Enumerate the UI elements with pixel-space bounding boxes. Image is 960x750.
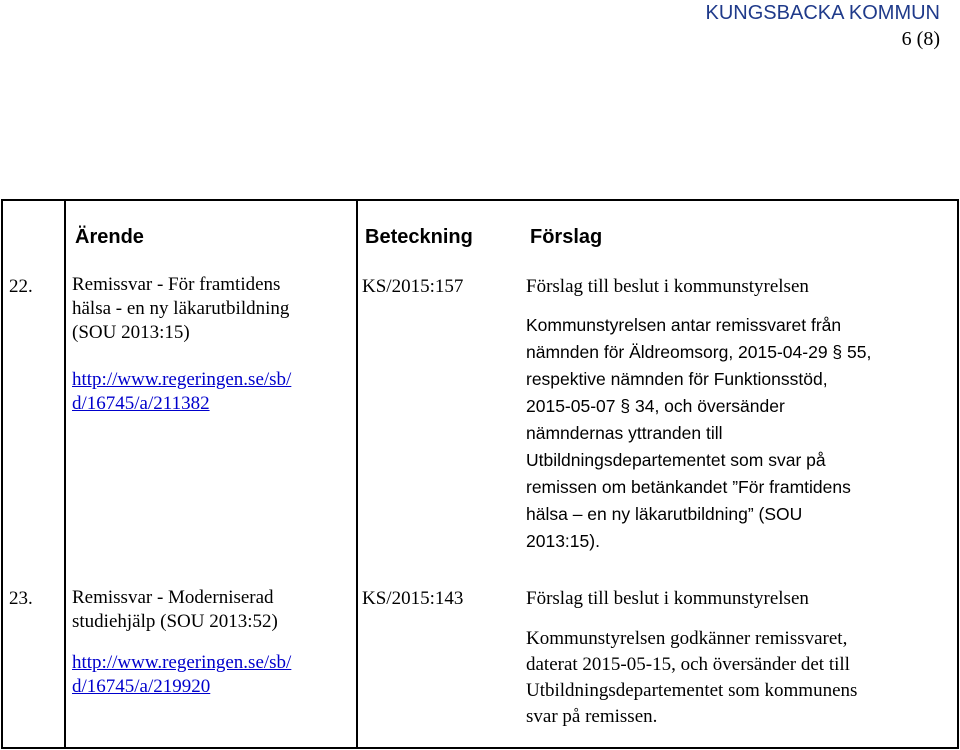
proposal-line: Kommunstyrelsen antar remissvaret från [526, 315, 842, 335]
proposal-text [526, 312, 926, 555]
proposal-heading: Förslag till beslut i kommunstyrelsen [526, 588, 809, 609]
proposal-line: hälsa – en ny läkarutbildning” (SOU [526, 504, 803, 524]
case-title-line: hälsa - en ny läkarutbildning [72, 298, 290, 319]
case-link[interactable] [72, 651, 357, 699]
page-number: 6 (8) [901, 28, 940, 50]
case-title [72, 273, 357, 345]
proposal-line: 2015-05-07 § 34, och översänder [526, 396, 785, 416]
table-left-border [1, 199, 3, 748]
organization-name: KUNGSBACKA KOMMUN [705, 2, 940, 24]
proposal-line: nämnden för Äldreomsorg, 2015-04-29 § 55, [526, 342, 872, 362]
row-number: 23. [9, 588, 33, 609]
proposal-line: svar på remissen. [526, 706, 658, 727]
table-bottom-border [1, 747, 959, 749]
proposal-heading: Förslag till beslut i kommunstyrelsen [526, 276, 809, 297]
case-link-line[interactable]: d/16745/a/219920 [72, 676, 211, 697]
column-header-arende: Ärende [75, 226, 144, 248]
proposal-line: Utbildningsdepartementet som kommunens [526, 680, 858, 701]
proposal-line: daterat 2015-05-15, och översänder det till [526, 654, 850, 675]
proposal-text [526, 626, 926, 730]
column-header-beteckning: Beteckning [365, 226, 473, 248]
case-title-line: (SOU 2013:15) [72, 322, 190, 343]
proposal-line: nämndernas yttranden till [526, 423, 723, 443]
case-reference: KS/2015:143 [362, 588, 464, 609]
case-title [72, 586, 357, 634]
case-title-line: Remissvar - För framtidens [72, 274, 281, 295]
case-link-line[interactable]: http://www.regeringen.se/sb/ [72, 369, 292, 390]
row-number: 22. [9, 276, 33, 297]
case-title-line: studiehjälp (SOU 2013:52) [72, 611, 278, 632]
case-link-line[interactable]: http://www.regeringen.se/sb/ [72, 652, 292, 673]
case-title-line: Remissvar - Moderniserad [72, 587, 274, 608]
proposal-line: 2013:15). [526, 531, 600, 551]
column-divider-1 [64, 199, 66, 748]
table-right-border [957, 199, 959, 748]
case-link-line[interactable]: d/16745/a/211382 [72, 393, 210, 414]
proposal-line: respektive nämnden för Funktionsstöd, [526, 369, 828, 389]
page-header [706, 0, 940, 52]
column-header-forslag: Förslag [530, 226, 603, 248]
proposal-line: Utbildningsdepartementet som svar på [526, 450, 826, 470]
proposal-line: Kommunstyrelsen godkänner remissvaret, [526, 628, 848, 649]
case-link[interactable] [72, 368, 357, 416]
case-reference: KS/2015:157 [362, 276, 464, 297]
table-top-border [1, 199, 959, 201]
proposal-line: remissen om betänkandet ”För framtidens [526, 477, 851, 497]
